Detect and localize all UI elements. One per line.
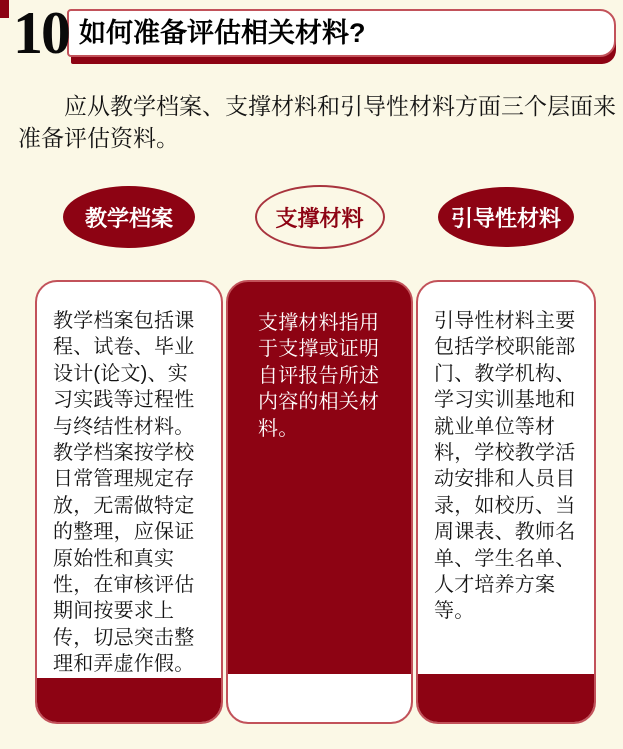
card-supporting-materials-footer bbox=[228, 674, 411, 722]
card-teaching-archives bbox=[35, 280, 223, 724]
card-row bbox=[35, 280, 623, 724]
badge-guiding-materials: 引导性材料 bbox=[438, 187, 574, 247]
badge-cell-3 bbox=[416, 187, 596, 247]
card-guiding-materials-footer bbox=[418, 674, 594, 722]
badge-cell-1 bbox=[35, 186, 223, 248]
card-teaching-archives-footer bbox=[37, 678, 221, 724]
badge-teaching-archives: 教学档案 bbox=[63, 186, 195, 248]
card-supporting-materials bbox=[226, 280, 413, 724]
header bbox=[0, 0, 623, 66]
badge-cell-2 bbox=[226, 185, 413, 249]
card-teaching-archives-text: 教学档案包括课程、试卷、毕业设计(论文)、实习实践等过程性与终结性材料。教学档案按学校日常管理规定存放，无需做特定的整理，应保证原始性和真实性，在审核评估期间按要求上传，切忌突击整理和弄虚作假。 bbox=[53, 310, 195, 676]
card-guiding-materials bbox=[416, 280, 596, 724]
badge-row bbox=[35, 185, 623, 249]
card-supporting-materials-text: 支撑材料指用于支撑或证明自评报告所述内容的相关材料。 bbox=[258, 312, 380, 440]
card-guiding-materials-text: 引导性材料主要包括学校职能部门、教学机构、学习实训基地和就业单位等材料，学校教学活动安排和人员目录，如校历、当周课表、教师名单、学生名单、人才培养方案等。 bbox=[434, 310, 576, 623]
title-box bbox=[67, 9, 616, 57]
badge-supporting-materials: 支撑材料 bbox=[255, 185, 385, 249]
corner-mark bbox=[0, 0, 9, 18]
intro-paragraph: 应从教学档案、支撑材料和引导性材料方面三个层面来准备评估资料。 bbox=[18, 93, 616, 151]
page-title: 如何准备评估相关材料? bbox=[79, 18, 366, 48]
section-number: 10 bbox=[13, 0, 69, 66]
